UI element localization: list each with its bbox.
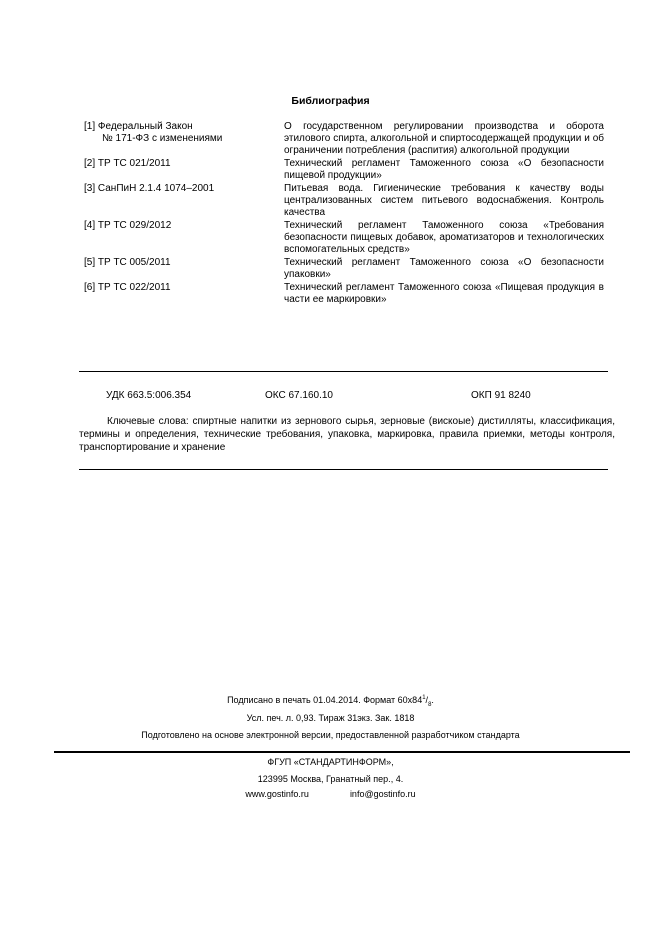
bibliography-list: [84, 121, 604, 307]
bibliography-desc: Питьевая вода. Гигиенические требования к качеству воды централизованных систем питьевого водоснабжения. Контроль качества: [284, 183, 604, 218]
bibliography-desc: Технический регламент Таможенного союза «Требования безопасности пищевых добавок, ароматизаторов и технологических вспомогательных средств»: [284, 220, 604, 255]
ref-line-2: № 171-ФЗ с изменениями: [102, 133, 223, 144]
bibliography-ref: [2] ТР ТС 021/2011: [84, 158, 171, 169]
format-sub: 8: [428, 701, 432, 708]
divider-bottom: [79, 469, 608, 470]
bibliography-ref: [3] СанПиН 2.1.4 1074–2001: [84, 183, 215, 194]
format-suffix: .: [431, 695, 434, 705]
bibliography-desc: Технический регламент Таможенного союза «О безопасности упаковки»: [284, 257, 604, 280]
bibliography-item: [84, 282, 604, 306]
bibliography-item: [84, 183, 604, 219]
bibliography-ref: [5] ТР ТС 005/2011: [84, 257, 171, 268]
email-link[interactable]: info@gostinfo.ru: [349, 789, 416, 799]
bibliography-item: [84, 121, 604, 157]
udk-code: УДК 663.5:006.354: [106, 390, 192, 401]
bibliography-item: [84, 220, 604, 256]
publisher-name: ФГУП «СТАНДАРТИНФОРМ»,: [267, 757, 394, 767]
format-sup: 1: [422, 695, 426, 701]
bibliography-ref: [6] ТР ТС 022/2011: [84, 282, 171, 293]
bibliography-item: [84, 257, 604, 281]
publisher-address: 123995 Москва, Гранатный пер., 4.: [257, 774, 404, 784]
publisher-contacts: [0, 789, 661, 799]
divider-publisher: [54, 751, 630, 753]
oks-code: ОКС 67.160.10: [265, 390, 333, 401]
website-link[interactable]: www.gostinfo.ru: [245, 789, 309, 799]
desc-text: О государственном регулировании производства и оборота этилового спирта, алкогольной и спиртосодержащей продукции и об ограничении потребления (распития) алкогольной продукции: [284, 121, 604, 156]
bibliography-desc: [284, 121, 604, 157]
ref-line: [1] Федеральный Закон: [84, 121, 193, 132]
bibliography-title: Библиография: [291, 95, 370, 107]
bibliography-desc: Технический регламент Таможенного союза «Пищевая продукция в части ее маркировки»: [284, 282, 604, 305]
divider-top: [79, 371, 608, 372]
imprint-prepared-note: Подготовлено на основе электронной версии, предоставленной разработчиком стандарта: [141, 730, 520, 740]
okp-code: ОКП 91 8240: [471, 390, 531, 401]
bibliography-item: [84, 158, 604, 182]
imprint-signed: Подписано в печать 01.04.2014. Формат $60х84^1/_8$.: [227, 695, 434, 708]
bibliography-desc: Технический регламент Таможенного союза «О безопасности пищевой продукции»: [284, 158, 604, 181]
signed-text: Подписано в печать 01.04.2014. Формат 60х84: [227, 695, 423, 705]
keywords-paragraph: Ключевые слова: спиртные напитки из зернового сырья, зерновые (вискоые) дистилляты, классификация, термины и определения, технические требования, упаковка, маркировка, правила приемки, методы контроля, транспортирование и хранение: [79, 416, 615, 453]
bibliography-ref: [84, 121, 284, 157]
bibliography-ref: [4] ТР ТС 029/2012: [84, 220, 172, 231]
imprint-print-details: Усл. печ. л. 0,93. Тираж 31экз. Зак. 1818: [246, 713, 415, 723]
